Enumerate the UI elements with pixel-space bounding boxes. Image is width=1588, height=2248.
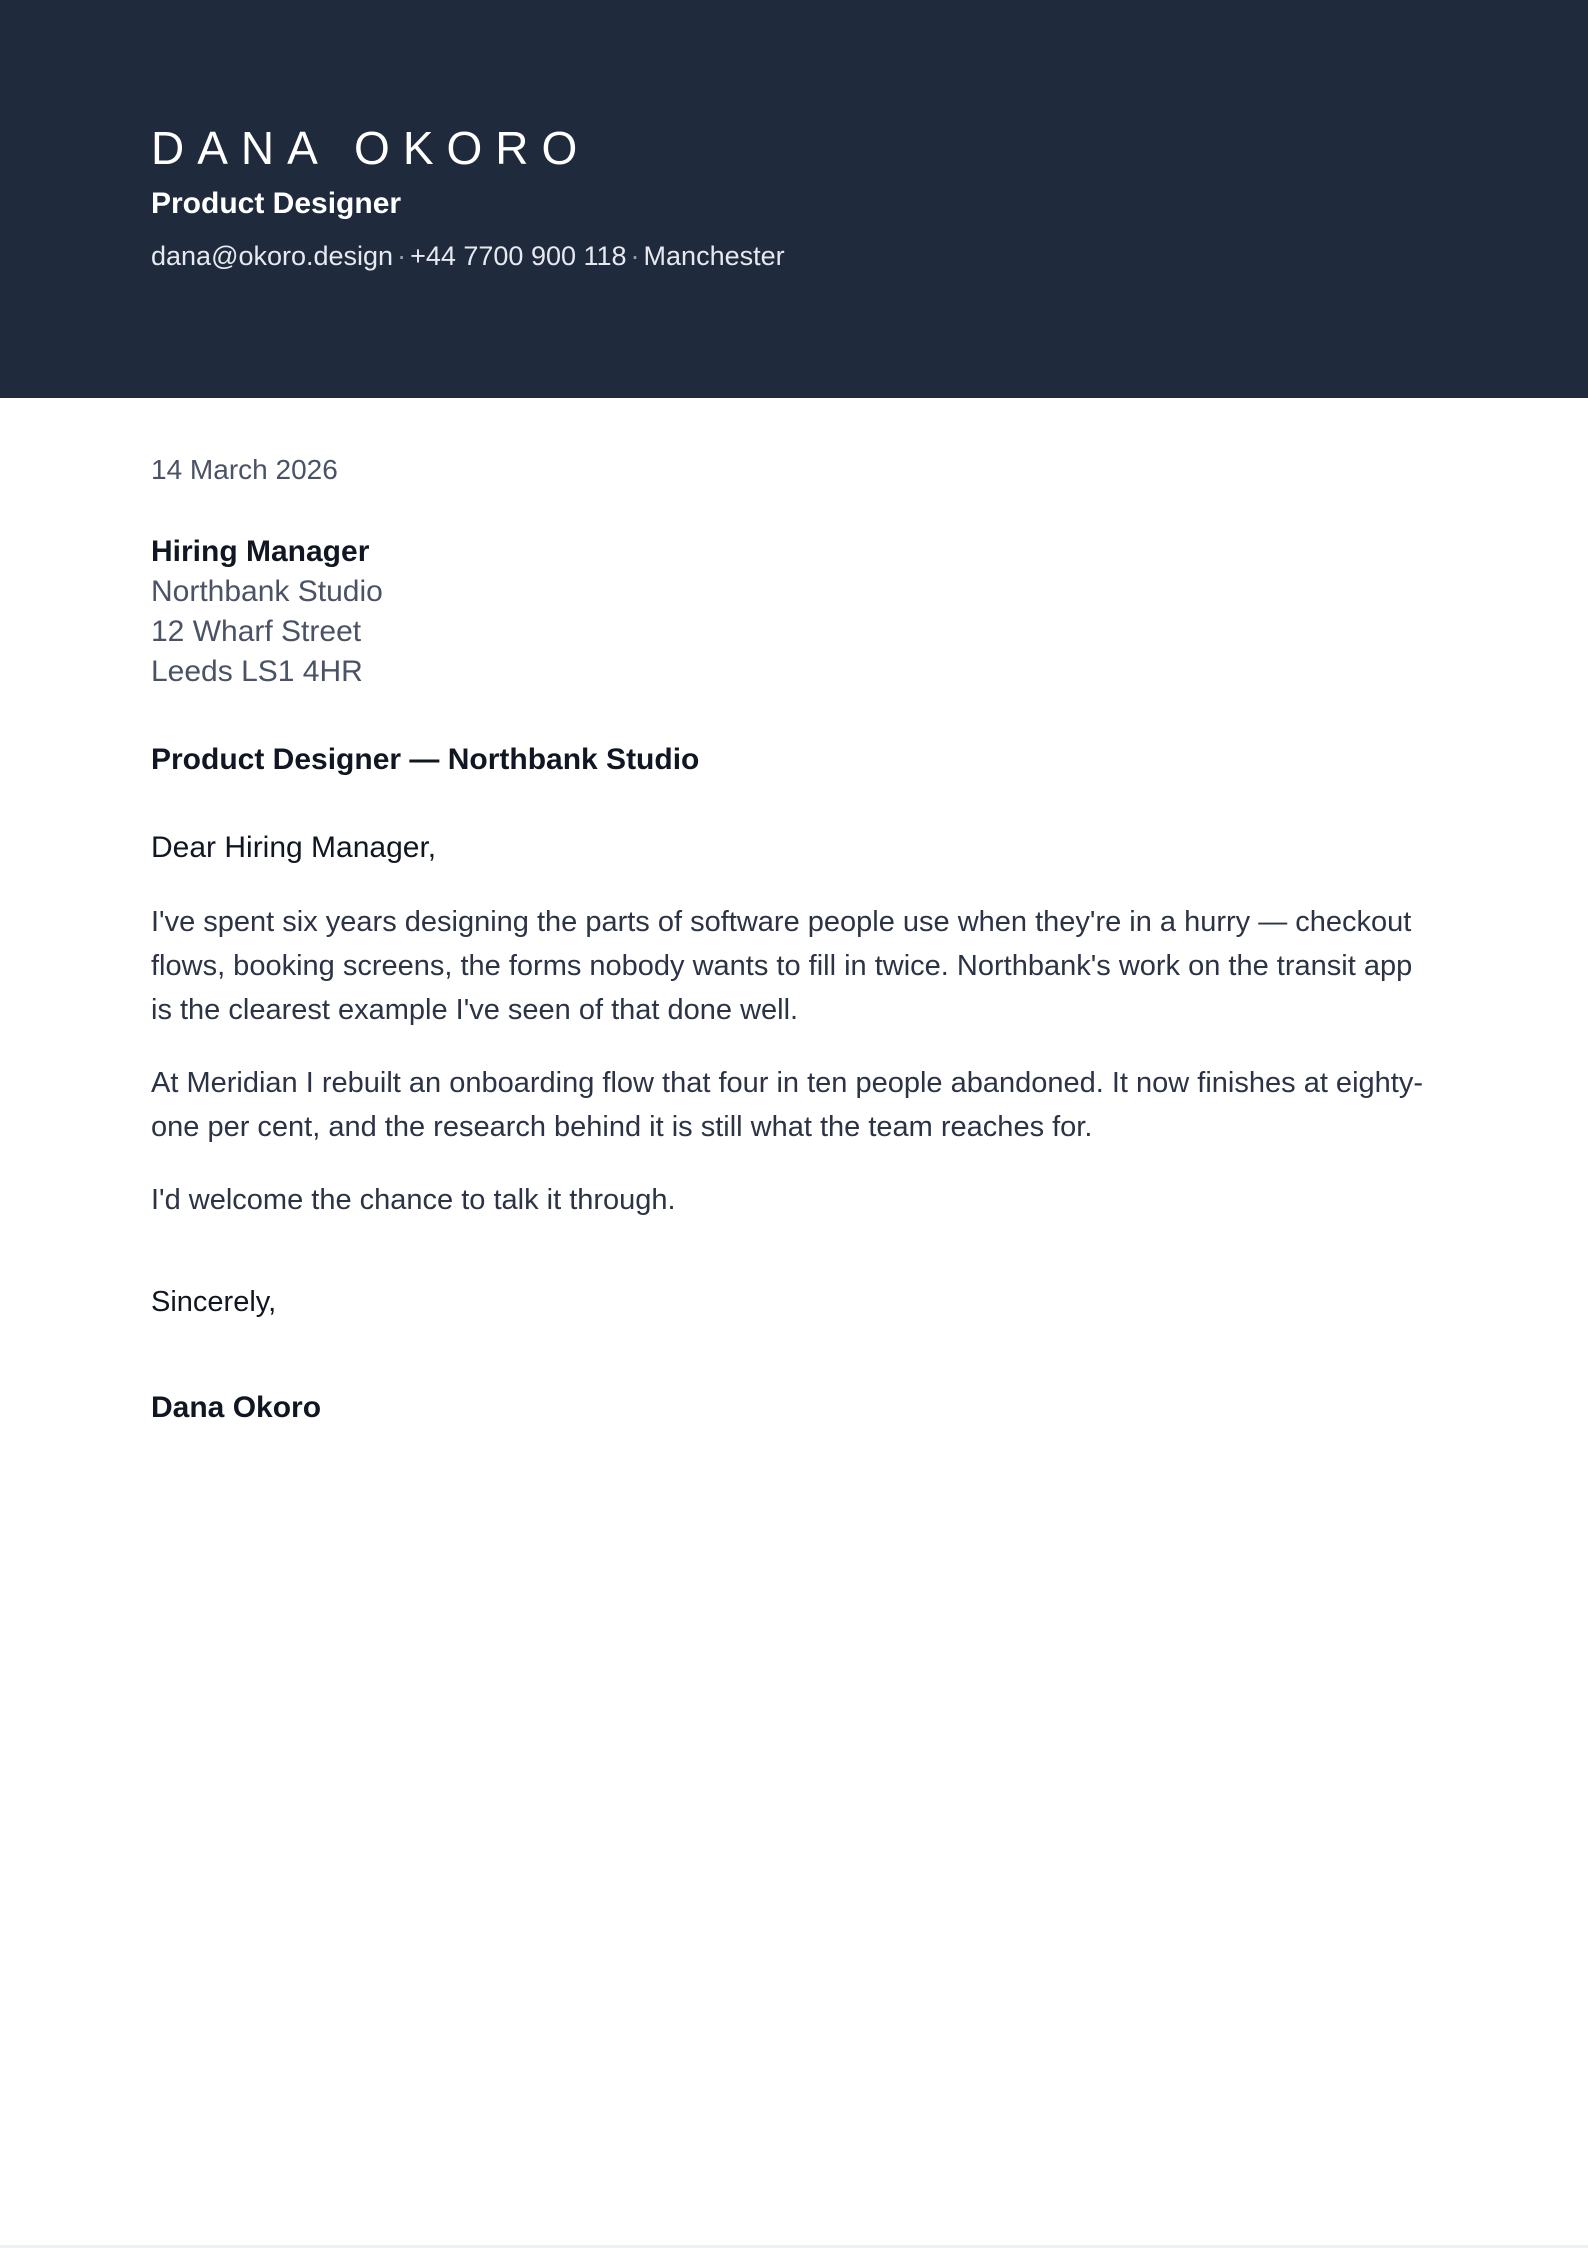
recipient-name: Hiring Manager [151, 535, 370, 568]
contact-separator: · [630, 241, 640, 271]
recipient-company: Northbank Studio [151, 575, 383, 608]
letter-paragraph: At Meridian I rebuilt an onboarding flow that four in ten people abandoned. It now finishes at eighty-one per cent, and the research behind it is still what the team reaches for. [151, 1067, 1423, 1143]
letter-closing: Sincerely, [151, 1286, 277, 1318]
recipient-block [151, 532, 1451, 692]
contact-line [151, 238, 785, 274]
letter-signature: Dana Okoro [151, 1391, 322, 1424]
recipient-street: 12 Wharf Street [151, 615, 362, 648]
letter-salutation: Dear Hiring Manager, [151, 831, 437, 864]
letter-date: 14 March 2026 [151, 454, 338, 485]
applicant-role: Product Designer [151, 187, 402, 220]
contact-email[interactable]: dana@okoro.design [151, 241, 394, 271]
applicant-name: DANA OKORO [151, 122, 591, 174]
header-banner [0, 0, 1588, 398]
contact-location: Manchester [643, 241, 785, 271]
letter-subject: Product Designer — Northbank Studio [151, 743, 700, 776]
recipient-city: Leeds LS1 4HR [151, 655, 363, 688]
contact-separator: · [397, 241, 407, 271]
letter-paragraph: I've spent six years designing the parts of software people use when they're in a hurry — checkout flows, booking screens, the forms nobody wants to fill in twice. Northbank's work on the transit app is the clearest example I've seen of that done well. [151, 906, 1413, 1026]
letter-body [151, 450, 1451, 1428]
letter-paragraph: I'd welcome the chance to talk it through. [151, 1184, 676, 1216]
contact-phone[interactable]: +44 7700 900 118 [410, 241, 627, 271]
